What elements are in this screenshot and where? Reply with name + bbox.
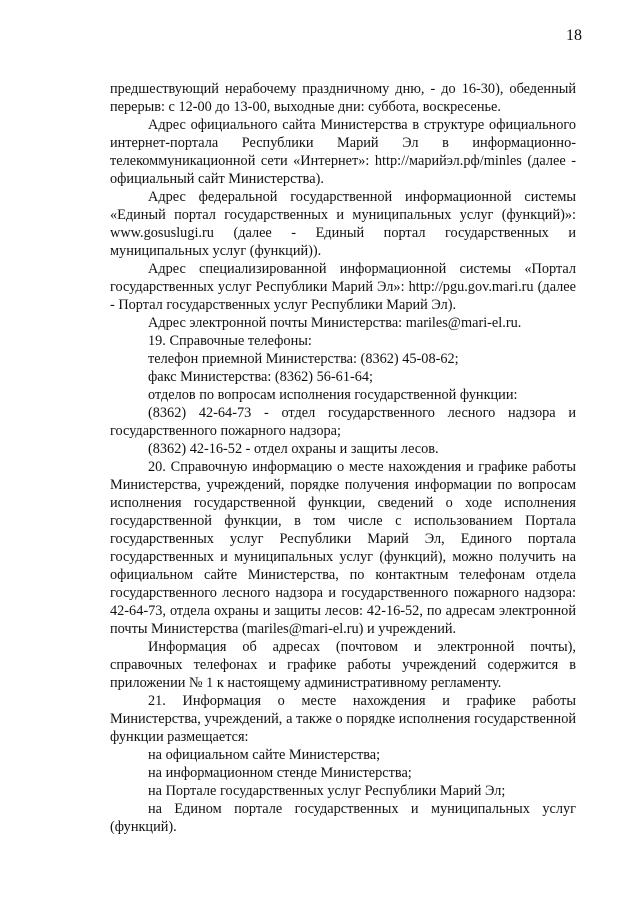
paragraph-unified-portal-address: Адрес федеральной государственной информационной системы «Единый портал государственных и муниципальных услуг (функций)»: www.gosuslugi.ru (далее - Единый портал государственных и муниципальных услуг (функций)). bbox=[110, 189, 576, 259]
paragraph-fax: факс Министерства: (8362) 56-61-64; bbox=[148, 369, 373, 385]
document-body bbox=[110, 80, 576, 836]
paragraph-department-phones: отделов по вопросам исполнения государственной функции: bbox=[148, 387, 518, 403]
list-item-info-stand: на информационном стенде Министерства; bbox=[148, 765, 412, 781]
paragraph-continuation: предшествующий нерабочему праздничному дню, - до 16-30), обеденный перерыв: с 12-00 до 13-00, выходные дни: суббота, воскресенье. bbox=[110, 81, 576, 115]
list-item-official-site: на официальном сайте Министерства; bbox=[148, 747, 381, 763]
paragraph-appendix-info: Информация об адресах (почтовом и электронной почты), справочных телефонах и графике работы учреждений содержится в приложении № 1 к настоящему административному регламенту. bbox=[110, 639, 576, 691]
paragraph-section-21: 21. Информация о месте нахождения и графике работы Министерства, учреждений, а также о порядке исполнения государственной функции размещается: bbox=[110, 693, 576, 745]
paragraph-forest-protection-phone: (8362) 42-16-52 - отдел охраны и защиты лесов. bbox=[148, 441, 439, 457]
paragraph-regional-portal-address: Адрес специализированной информационной системы «Портал государственных услуг Республики Марий Эл»: http://pgu.gov.mari.ru (далее - Портал государственных услуг Республики Марий Эл). bbox=[110, 261, 576, 313]
paragraph-section-20: 20. Справочную информацию о месте нахождения и графике работы Министерства, учреждений, порядке получения информации по вопросам исполнения государственной функции, сведений о ходе исполнения государственной функции, в том числе с использованием Портала государственных услуг Республики Марий Эл, Единого портала государственных и муниципальных услуг (функций), можно получить на официальном сайте Министерства, по контактным телефонам отдела государственного лесного надзора и государственного пожарного надзора: 42-64-73, отдела охраны и защиты лесов: 42-16-52, по адресам электронной почты Министерства (mariles@mari-el.ru) и учреждений. bbox=[110, 459, 576, 637]
list-item-unified-portal: на Едином портале государственных и муниципальных услуг (функций). bbox=[110, 801, 576, 835]
list-item-regional-portal: на Портале государственных услуг Республики Марий Эл; bbox=[148, 783, 506, 799]
paragraph-reception-phone: телефон приемной Министерства: (8362) 45-08-62; bbox=[148, 351, 459, 367]
paragraph-email-address: Адрес электронной почты Министерства: mariles@mari-el.ru. bbox=[148, 315, 522, 331]
page-number: 18 bbox=[566, 27, 582, 44]
paragraph-section-19: 19. Справочные телефоны: bbox=[148, 333, 312, 349]
paragraph-forest-supervision-phone: (8362) 42-64-73 - отдел государственного лесного надзора и государственного пожарного надзора; bbox=[110, 405, 576, 439]
paragraph-official-site-address: Адрес официального сайта Министерства в структуре официального интернет-портала Республики Марий Эл в информационно-телекоммуникационной сети «Интернет»: http://марийэл.рф/minles (далее - официальный сайт Министерства). bbox=[110, 117, 576, 187]
